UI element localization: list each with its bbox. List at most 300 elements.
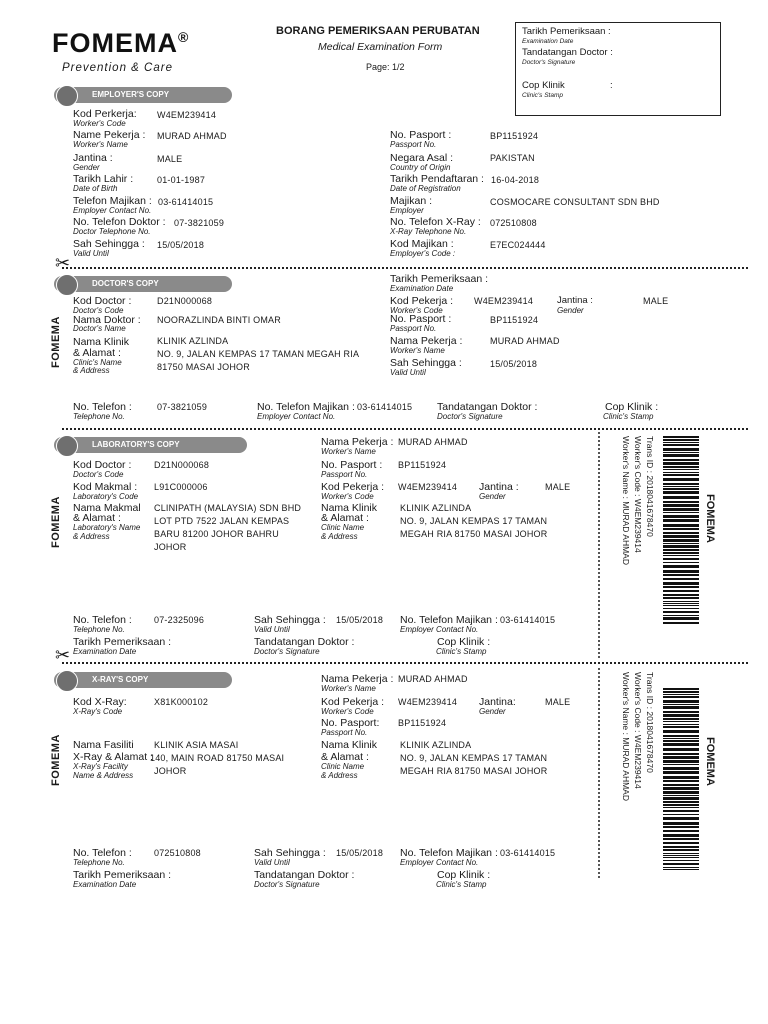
barcode-bar [663, 543, 699, 544]
barcode-bar [663, 549, 699, 551]
gender-value: MALE [545, 482, 571, 492]
barcode-bar [663, 721, 699, 722]
sublabel: Clinic's Stamp [436, 647, 487, 656]
barcode-bar [663, 459, 699, 461]
barcode-bar [663, 767, 699, 770]
label: Tarikh Pemeriksaan : [73, 636, 172, 648]
barcode-bar [663, 688, 699, 690]
barcode-bar [663, 869, 699, 870]
label: Tarikh Pemeriksaan : [73, 869, 172, 881]
label: Nama Doktor : [73, 314, 141, 326]
barcode-bar [663, 615, 699, 616]
worker-name-side: Worker's Name : MURAD AHMAD [621, 672, 631, 801]
clinic-name-value: KLINIK AZLINDA [400, 503, 472, 513]
barcode-bar [663, 582, 699, 585]
sublabel: X-Ray Telephone No. [390, 227, 467, 236]
barcode-bar [663, 730, 699, 733]
barcode-bar [663, 590, 699, 592]
reg-date-value: 16-04-2018 [491, 175, 540, 185]
label: Nama Fasiliti [73, 739, 134, 751]
facility-name-value: KLINIK ASIA MASAI [154, 740, 239, 750]
barcode-bar [663, 834, 699, 837]
barcode-bar [663, 753, 699, 755]
barcode-bar [663, 801, 699, 803]
sublabel: Gender [479, 707, 506, 716]
barcode-bar [663, 452, 699, 453]
lab-address-line: JOHOR [154, 542, 187, 552]
sublabel: Gender [557, 306, 584, 315]
sublabel: Worker's Name [390, 346, 445, 355]
label: No. Pasport : [390, 313, 452, 325]
sublabel: Name & Address [73, 771, 134, 780]
barcode-bar [663, 515, 699, 518]
worker-code-value: W4EM239414 [157, 110, 217, 120]
cut-line [62, 428, 748, 430]
barcode-bar [663, 867, 699, 868]
barcode-bar [663, 724, 699, 725]
sublabel: Passport No. [390, 324, 437, 333]
label: No. Telefon Majikan : [400, 614, 498, 626]
sublabel: Employer Contact No. [257, 412, 336, 421]
barcode-bar [663, 491, 699, 494]
sublabel: Passport No. [321, 728, 368, 737]
label: No. Telefon Majikan : [400, 847, 498, 859]
label: Sah Sehingga : [73, 238, 145, 250]
barcode-bar [663, 822, 699, 825]
country-value: PAKISTAN [490, 153, 535, 163]
sublabel: & Address [321, 771, 358, 780]
barcode-bar [663, 743, 699, 746]
label: Sah Sehingga : [390, 357, 462, 369]
barcode-bar [663, 603, 699, 604]
worker-code-value: W4EM239414 [398, 697, 458, 707]
sublabel: & Address [73, 366, 110, 375]
sublabel: Doctor Telephone No. [73, 227, 151, 236]
barcode-bar [663, 691, 699, 693]
sublabel: Doctor's Code [73, 306, 124, 315]
xray-copy-tag: X-RAY'S COPY [54, 672, 232, 688]
barcode-bar [663, 807, 699, 808]
facility-address-line: 140, MAIN ROAD 81750 MASAI [150, 753, 285, 763]
barcode-bar [663, 704, 699, 705]
passport-value: BP1151924 [398, 718, 447, 728]
barcode-bar [663, 748, 699, 751]
fomema-side-logo: FOMEMA [50, 496, 62, 548]
barcode-bar [663, 512, 699, 513]
box-clinic-stamp-sub: Clinic's Stamp [522, 92, 563, 99]
barcode-bar [663, 776, 699, 779]
passport-value: BP1151924 [398, 460, 447, 470]
barcode-bar [663, 706, 699, 709]
fomema-side-logo: FOMEMA [50, 734, 62, 786]
label: Kod Makmal : [73, 481, 138, 493]
worker-name-value: MURAD AHMAD [398, 437, 468, 447]
cut-line [62, 662, 748, 664]
sublabel: Worker's Code [73, 119, 126, 128]
clinic-address-line: MEGAH RIA 81750 MASAI JOHOR [400, 766, 548, 776]
barcode-bar [663, 466, 699, 468]
barcode-bar [663, 817, 699, 820]
barcode [663, 688, 699, 870]
trans-id: Trans ID : 2018041678470 [645, 436, 655, 537]
barcode-bar [663, 555, 699, 556]
flask-icon [56, 435, 78, 457]
label: Tarikh Pemeriksaan : [390, 273, 489, 285]
telephone-value: 072510808 [154, 848, 201, 858]
barcode-bar [663, 444, 699, 446]
label: No. Pasport: [321, 717, 380, 729]
barcode-bar [663, 804, 699, 806]
employer-tel-value: 03-61414015 [500, 848, 556, 858]
clinic-name-value: KLINIK AZLINDA [157, 336, 229, 346]
facility-address-line: JOHOR [154, 766, 187, 776]
barcode-bar [663, 501, 699, 503]
sublabel: Passport No. [321, 470, 368, 479]
valid-until-value: 15/05/2018 [157, 240, 205, 250]
sublabel: Doctor's Name [73, 324, 126, 333]
employer-copy-tag: EMPLOYER'S COPY [54, 87, 232, 103]
sublabel: Country of Origin [390, 163, 451, 172]
vertical-divider [598, 432, 600, 658]
doctor-code-value: D21N000068 [157, 296, 213, 306]
barcode-bar [663, 791, 699, 794]
barcode-bar [663, 711, 699, 713]
sublabel: Doctor's Signature [437, 412, 503, 421]
label: Kod Doctor : [73, 459, 132, 471]
sublabel: Examination Date [73, 880, 137, 889]
sublabel: & Address [73, 532, 110, 541]
label: Cop Klinik : [437, 636, 491, 648]
form-subtitle: Medical Examination Form [318, 41, 443, 53]
telephone-value: 07-2325096 [154, 615, 205, 625]
gender-value: MALE [545, 697, 571, 707]
barcode-bar [663, 696, 699, 698]
form-title: BORANG PEMERIKSAAN PERUBATAN [276, 25, 480, 37]
barcode-bar [663, 860, 699, 861]
barcode-bar [663, 735, 699, 737]
label: No. Telefon Doktor : [73, 216, 166, 228]
sublabel: & Address [321, 532, 358, 541]
sublabel: Laboratory's Code [73, 492, 139, 501]
barcode-bar [663, 436, 699, 438]
employer-tel-value: 03-61414015 [158, 197, 214, 207]
barcode-bar [663, 565, 699, 568]
barcode-bar [663, 574, 699, 576]
scissors-icon: ✂ [55, 645, 71, 665]
xray-tel-value: 072510808 [490, 218, 537, 228]
laboratory-copy-tag: LABORATORY'S COPY [54, 437, 247, 453]
box-exam-date-label: Tarikh Pemeriksaan : [522, 26, 611, 37]
label: & Alamat : [73, 512, 121, 524]
sublabel: Laboratory's Name [73, 523, 141, 532]
label: Kod Doctor : [73, 295, 132, 307]
barcode-bar [663, 795, 699, 796]
fomema-side-logo: FOMEMA [704, 494, 716, 543]
barcode-bar [663, 586, 699, 588]
sublabel: Gender [73, 163, 100, 172]
sublabel: Clinic's Name [73, 358, 122, 367]
barcode-bar [663, 764, 699, 765]
fomema-side-logo: FOMEMA [50, 316, 62, 368]
worker-code-side: Worker's Code : W4EM239414 [633, 436, 643, 553]
clinic-address-line: 81750 MASAI JOHOR [157, 362, 250, 372]
sublabel: Employer Contact No. [400, 858, 479, 867]
dob-value: 01-01-1987 [157, 175, 206, 185]
clinic-address-line: NO. 9, JALAN KEMPAS 17 TAMAN [400, 753, 548, 763]
lab-code-value: L91C000006 [154, 482, 208, 492]
barcode-bar [663, 617, 699, 620]
label: Jantina : [479, 481, 519, 493]
barcode-bar [663, 474, 699, 476]
barcode-bar [663, 814, 699, 815]
sublabel: Doctor's Signature [254, 647, 320, 656]
cut-line [62, 267, 748, 269]
fomema-logo: FOMEMA® [52, 28, 190, 58]
sublabel: Worker's Code [321, 707, 374, 716]
barcode-bar [663, 562, 699, 563]
barcode-bar [663, 608, 699, 609]
xray-code-value: X81K000102 [154, 697, 209, 707]
trans-id: Trans ID : 2018041678470 [645, 672, 655, 773]
barcode-bar [663, 718, 699, 720]
barcode-bar [663, 519, 699, 522]
worker-name-value: MURAD AHMAD [490, 336, 560, 346]
barcode-bar [663, 853, 699, 854]
label: No. Telefon : [73, 614, 132, 626]
label: Majikan : [390, 195, 433, 207]
barcode-bar [663, 578, 699, 580]
label: Kod Pekerja : [321, 696, 385, 708]
clinic-name-value: KLINIK AZLINDA [400, 740, 472, 750]
worker-code-side: Worker's Code : W4EM239414 [633, 672, 643, 789]
barcode-bar [663, 756, 699, 759]
sublabel: Date of Birth [73, 184, 118, 193]
barcode-bar [663, 622, 699, 624]
barcode-bar [663, 462, 699, 465]
box-doctor-sig-label: Tandatangan Doctor : [522, 47, 613, 58]
label: Nama Pekerja : [321, 436, 394, 448]
barcode-bar [663, 472, 699, 473]
label: Name Pekerja : [73, 129, 146, 141]
employer-code-value: E7EC024444 [490, 240, 546, 250]
barcode-bar [663, 442, 699, 443]
barcode-bar [663, 842, 699, 844]
label: Cop Klinik : [605, 401, 659, 413]
box-doctor-sig-sub: Doctor's Signature [522, 59, 576, 66]
sublabel: Clinic's Stamp [436, 880, 487, 889]
sublabel: Worker's Code [321, 492, 374, 501]
label: Nama Klinik [321, 502, 378, 514]
sublabel: Doctor's Signature [254, 880, 320, 889]
barcode-bar [663, 535, 699, 538]
barcode-bar [663, 570, 699, 573]
barcode-bar [663, 611, 699, 613]
label: Jantina: [479, 696, 516, 708]
label: Kod Pekerja : [390, 295, 454, 307]
doctor-copy-tag: DOCTOR'S COPY [54, 276, 232, 292]
sublabel: Worker's Code [390, 306, 443, 315]
barcode-bar [663, 863, 699, 865]
barcode-bar [663, 714, 699, 717]
gender-value: MALE [157, 154, 183, 164]
label: Sah Sehingga : [254, 847, 326, 859]
label: No. Telefon : [73, 847, 132, 859]
barcode-bar [663, 740, 699, 742]
lab-address-line: LOT PTD 7522 JALAN KEMPAS [154, 516, 290, 526]
doctor-name-value: NOORAZLINDA BINTI OMAR [157, 315, 281, 325]
vertical-divider [598, 668, 600, 878]
label: Tarikh Lahir : [73, 173, 134, 185]
clinic-address-line: MEGAH RIA 81750 MASAI JOHOR [400, 529, 548, 539]
label: No. Pasport : [321, 459, 383, 471]
box-clinic-stamp-colon: : [610, 80, 613, 91]
brand-tagline: Prevention & Care [62, 62, 173, 74]
sublabel: Date of Registration [390, 184, 461, 193]
box-clinic-stamp-label: Cop Klinik [522, 80, 565, 91]
label: Jantina : [73, 152, 113, 164]
barcode-bar [663, 605, 699, 606]
sublabel: Worker's Name [321, 447, 376, 456]
gender-value: MALE [643, 296, 669, 306]
sublabel: Employer [390, 206, 424, 215]
sublabel: X-Ray's Facility [73, 762, 128, 771]
sublabel: Employer Contact No. [400, 625, 479, 634]
barcode-bar [663, 838, 699, 840]
barcode-bar [663, 528, 699, 530]
label: No. Pasport : [390, 129, 452, 141]
employer-tel-value: 03-61414015 [357, 402, 413, 412]
barcode-bar [663, 469, 699, 470]
sublabel: Doctor's Code [73, 470, 124, 479]
sublabel: Employer's Code : [390, 249, 456, 258]
barcode-bar [663, 539, 699, 542]
label: Kod Majikan : [390, 238, 454, 250]
barcode-bar [663, 826, 699, 828]
barcode-bar [663, 787, 699, 790]
label: No. Telefon X-Ray : [390, 216, 481, 228]
label: Nama Klinik [321, 739, 378, 751]
employer-value: COSMOCARE CONSULTANT SDN BHD [490, 197, 660, 207]
label: Negara Asal : [390, 152, 454, 164]
barcode-bar [663, 830, 699, 832]
label: Nama Pekerja : [390, 335, 463, 347]
fomema-side-logo: FOMEMA [704, 737, 716, 786]
label: Tandatangan Doktor : [437, 401, 538, 413]
house-icon [56, 274, 78, 296]
worker-name-side: Worker's Name : MURAD AHMAD [621, 436, 631, 565]
sublabel: Clinic Name [321, 762, 365, 771]
barcode-bar [663, 601, 699, 602]
sublabel: Gender [479, 492, 506, 501]
barcode-bar [663, 478, 699, 481]
barcode-bar [663, 545, 699, 548]
clinic-address-line: NO. 9, JALAN KEMPAS 17 TAMAN MEGAH RIA [157, 349, 360, 359]
barcode-bar [663, 857, 699, 858]
sublabel: Passport No. [390, 140, 437, 149]
box-exam-date-sub: Examination Date [522, 38, 574, 45]
employer-tel-value: 03-61414015 [500, 615, 556, 625]
barcode-bar [663, 780, 699, 782]
label: X-Ray & Alamat : [73, 751, 153, 763]
barcode-bar [663, 846, 699, 848]
sublabel: Clinic Name [321, 523, 365, 532]
label: Tandatangan Doktor : [254, 636, 355, 648]
barcode-bar [663, 439, 699, 441]
worker-code-value: W4EM239414 [398, 482, 458, 492]
barcode-bar [663, 508, 699, 511]
barcode-bar [663, 496, 699, 499]
sublabel: Valid Until [254, 858, 290, 867]
passport-value: BP1151924 [490, 315, 539, 325]
barcode-bar [663, 784, 699, 786]
lab-address-line: BARU 81200 JOHOR BAHRU [154, 529, 279, 539]
label: No. Telefon : [73, 401, 132, 413]
worker-name-value: MURAD AHMAD [398, 674, 468, 684]
sublabel: Telephone No. [73, 625, 125, 634]
barcode-bar [663, 810, 699, 812]
sublabel: Examination Date [73, 647, 137, 656]
sublabel: Examination Date [390, 284, 454, 293]
valid-until-value: 15/05/2018 [336, 848, 384, 858]
sublabel: Telephone No. [73, 858, 125, 867]
barcode-bar [663, 797, 699, 800]
label: Kod Perkerja: [73, 108, 137, 120]
barcode-bar [663, 524, 699, 527]
sublabel: Employer Contact No. [73, 206, 152, 215]
sublabel: Worker's Name [321, 684, 376, 693]
label: Jantina : [557, 295, 593, 306]
label: & Alamat : [321, 512, 369, 524]
barcode-bar [663, 760, 699, 763]
barcode-bar [663, 552, 699, 554]
lab-name-value: CLINIPATH (MALAYSIA) SDN BHD [154, 503, 302, 513]
label: Kod X-Ray: [73, 696, 127, 708]
clinic-address-line: NO. 9, JALAN KEMPAS 17 TAMAN [400, 516, 548, 526]
barcode-bar [663, 597, 699, 599]
sublabel: Valid Until [390, 368, 426, 377]
label: & Alamat : [73, 347, 121, 359]
barcode-bar [663, 771, 699, 774]
barcode-bar [663, 738, 699, 739]
sublabel: Valid Until [73, 249, 109, 258]
label: Kod Pekerja : [321, 481, 385, 493]
worker-code-value: W4EM239414 [474, 296, 534, 306]
sublabel: X-Ray's Code [73, 707, 123, 716]
label: Telefon Majikan : [73, 195, 152, 207]
page-number: Page: 1/2 [366, 62, 405, 72]
barcode-bar [663, 700, 699, 703]
label: Tarikh Pendaftaran : [390, 173, 484, 185]
xray-icon [56, 670, 78, 692]
label: Nama Pekerja : [321, 673, 394, 685]
label: Sah Sehingga : [254, 614, 326, 626]
sublabel: Clinic's Stamp [603, 412, 654, 421]
user-icon [56, 85, 78, 107]
barcode-bar [663, 594, 699, 596]
barcode-bar [663, 486, 699, 487]
barcode-bar [663, 855, 699, 856]
label: Nama Klinik [73, 336, 130, 348]
barcode-bar [663, 558, 699, 560]
label: Cop Klinik : [437, 869, 491, 881]
barcode-bar [663, 726, 699, 728]
telephone-value: 07-3821059 [157, 402, 208, 412]
barcode-bar [663, 483, 699, 485]
sublabel: Worker's Name [73, 140, 128, 149]
passport-value: BP1151924 [490, 131, 539, 141]
barcode-bar [663, 694, 699, 695]
worker-name-value: MURAD AHMAD [157, 131, 227, 141]
